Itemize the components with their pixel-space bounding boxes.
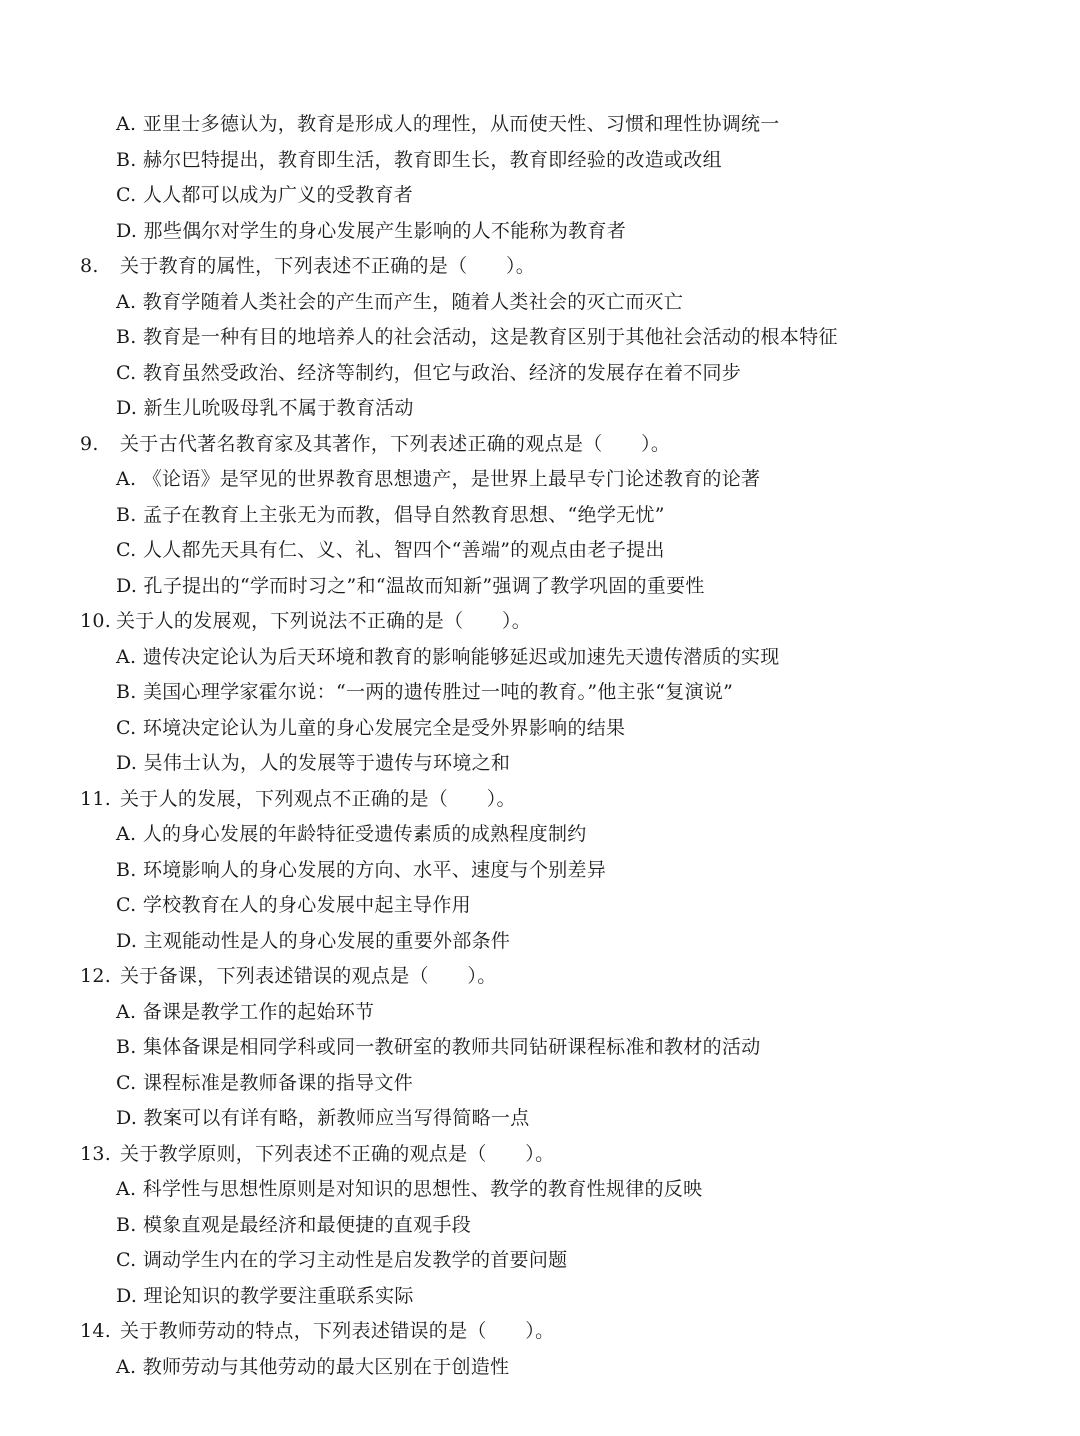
answer-option: C. 环境决定论认为儿童的身心发展完全是受外界影响的结果: [116, 716, 626, 739]
answer-option: B. 赫尔巴特提出，教育即生活，教育即生长，教育即经验的改造或改组: [116, 148, 722, 171]
question-stem: [80, 432, 670, 456]
answer-option: C. 课程标准是教师备课的指导文件: [116, 1071, 414, 1094]
question-number: 11.: [80, 787, 112, 810]
question-text: 关于人的发展，下列观点不正确的是（ ）。: [120, 787, 516, 810]
answer-option: B. 教育是一种有目的地培养人的社会活动，这是教育区别于其他社会活动的根本特征: [116, 326, 838, 348]
answer-option: B. 美国心理学家霍尔说：“一两的遗传胜过一吨的教育。”他主张“复演说”: [116, 681, 734, 703]
answer-option: B. 环境影响人的身心发展的方向、水平、速度与个别差异: [116, 858, 607, 881]
question-stem: [80, 964, 497, 988]
question-number: 12.: [80, 965, 112, 987]
answer-option: C. 教育虽然受政治、经济等制约，但它与政治、经济的发展存在着不同步: [116, 361, 742, 384]
question-stem: [80, 254, 535, 278]
question-number: 13.: [80, 1142, 112, 1165]
answer-option: D. 新生儿吮吸母乳不属于教育活动: [116, 397, 414, 419]
answer-option: A. 科学性与思想性原则是对知识的思想性、教学的教育性规律的反映: [116, 1178, 703, 1200]
answer-option: A. 遗传决定论认为后天环境和教育的影响能够延迟或加速先天遗传潜质的实现: [116, 645, 780, 668]
answer-option: C. 人人都先天具有仁、义、礼、智四个“善端”的观点由老子提出: [116, 539, 665, 561]
answer-option: B. 孟子在教育上主张无为而教，倡导自然教育思想、“绝学无忧”: [116, 503, 665, 526]
question-text: 关于人的发展观，下列说法不正确的是（ ）。: [116, 610, 532, 632]
answer-option: C. 调动学生内在的学习主动性是启发教学的首要问题: [116, 1249, 568, 1271]
question-text: 关于教育的属性，下列表述不正确的是（ ）。: [120, 255, 536, 277]
question-stem: [80, 1142, 554, 1166]
question-text: 关于古代著名教育家及其著作，下列表述正确的观点是（ ）。: [120, 432, 671, 455]
answer-option: B. 模象直观是最经济和最便捷的直观手段: [116, 1213, 472, 1236]
question-text: 关于教师劳动的特点，下列表述错误的是（ ）。: [120, 1320, 555, 1342]
answer-option: D. 吴伟士认为，人的发展等于遗传与环境之和: [116, 752, 511, 774]
answer-option: D. 主观能动性是人的身心发展的重要外部条件: [116, 929, 511, 952]
answer-option: A. 亚里士多德认为，教育是形成人的理性，从而使天性、习惯和理性协调统一: [116, 113, 780, 135]
answer-option: A. 备课是教学工作的起始环节: [116, 1000, 375, 1023]
question-stem: [80, 787, 516, 811]
answer-option: D. 孔子提出的“学而时习之”和“温故而知新”强调了教学巩固的重要性: [116, 574, 705, 597]
question-number: 10.: [80, 610, 112, 632]
answer-option: B. 集体备课是相同学科或同一教研室的教师共同钻研课程标准和教材的活动: [116, 1036, 761, 1058]
question-stem: [80, 609, 531, 633]
answer-option: D. 那些偶尔对学生的身心发展产生影响的人不能称为教育者: [116, 219, 627, 242]
question-text: 关于备课，下列表述错误的观点是（ ）。: [120, 965, 497, 987]
answer-option: D. 理论知识的教学要注重联系实际: [116, 1284, 414, 1307]
question-number: 9.: [80, 432, 99, 455]
answer-option: A. 教育学随着人类社会的产生而产生，随着人类社会的灭亡而灭亡: [116, 290, 684, 313]
answer-option: A. 《论语》是罕见的世界教育思想遗产，是世界上最早专门论述教育的论著: [116, 468, 761, 490]
question-number: 8.: [80, 255, 99, 277]
question-stem: [80, 1319, 554, 1343]
answer-option: D. 教案可以有详有略，新教师应当写得简略一点: [116, 1107, 530, 1129]
answer-option: C. 学校教育在人的身心发展中起主导作用: [116, 894, 471, 916]
question-text: 关于教学原则，下列表述不正确的观点是（ ）。: [120, 1142, 555, 1165]
answer-option: A. 人的身心发展的年龄特征受遗传素质的成熟程度制约: [116, 823, 587, 845]
question-number: 14.: [80, 1320, 112, 1342]
answer-option: A. 教师劳动与其他劳动的最大区别在于创造性: [116, 1355, 510, 1378]
answer-option: C. 人人都可以成为广义的受教育者: [116, 184, 414, 206]
